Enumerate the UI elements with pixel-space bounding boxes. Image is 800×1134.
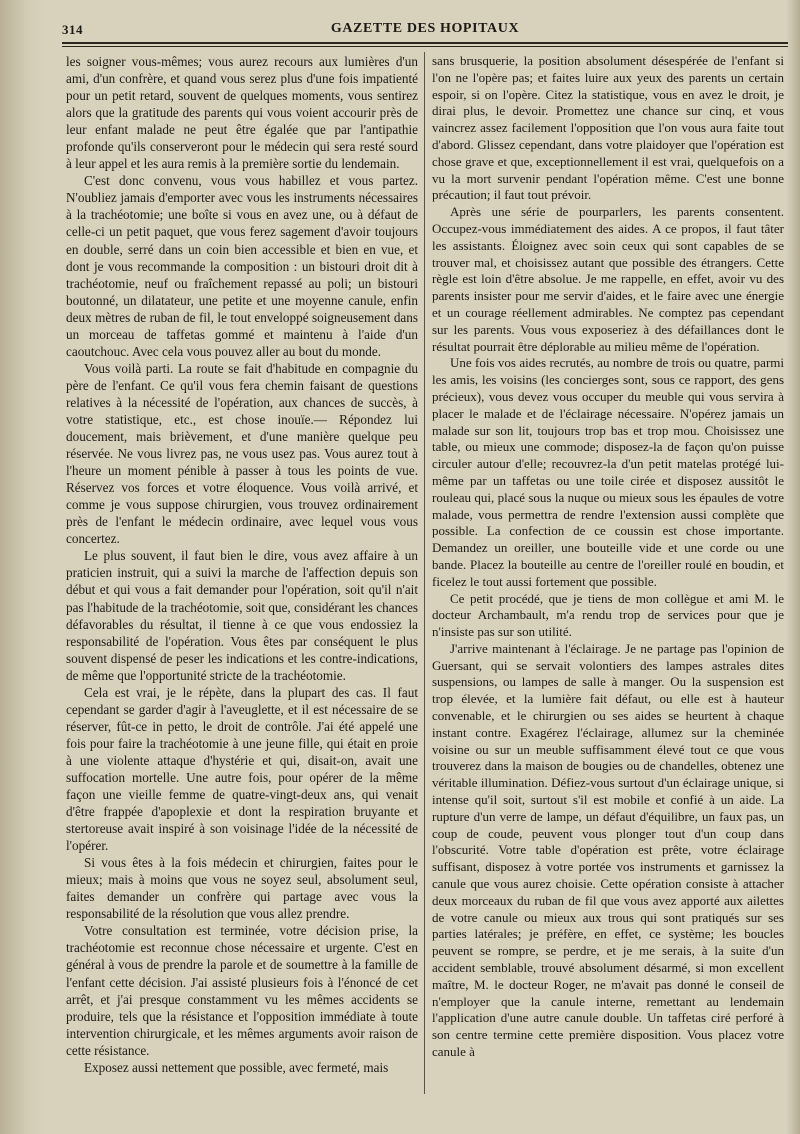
scan-binding-shadow (0, 0, 46, 1134)
paragraph: Votre consultation est terminée, votre décision prise, la trachéotomie est reconnue chose nécessaire et urgente. C'est en général à vous de prendre la parole et de soumettre à la famille de l'enfant cette décision. J'ai assisté plusieurs fois à l'énoncé de cet arrêt, et j'ai presque constamment vu les mêmes accidents se produire, tels que la résistance et l'opposition immédiate à toute intervention chirurgicale, et les mêmes arguments avoir raison de cette résistance. (66, 923, 418, 1058)
paragraph: Vous voilà parti. La route se fait d'habitude en compagnie du père de l'enfant. Ce qu'il vous fera chemin faisant de questions relatives à la nécessité de l'opération, aux chances de succès, à votre statistique, etc., est chose inouïe.— Répondez lui doucement, mais brièvement, et d'une manière quelque peu réservée. Ne vous livrez pas, ne vous usez pas. Vous aurez tout à l'heure un moment pénible à passer à tous les points de vue. Réservez vos forces et votre éloquence. Vous voilà arrivé, et comme je vous suppose chirurgien, vous trouvez ordinairement près de l'enfant le médecin ordinaire, avec lequel vous vous concertez. (66, 360, 418, 547)
paragraph: Exposez aussi nettement que possible, avec fermeté, mais (84, 1059, 389, 1075)
scan-edge-shadow (786, 0, 800, 1134)
left-column (66, 53, 418, 1076)
right-column (432, 53, 784, 1061)
paragraph: Cela est vrai, je le répète, dans la plupart des cas. Il faut cependant se garder d'agir à l'aveuglette, et il est nécessaire de se réserver, fût-ce in petto, le droit de contrôle. J'ai été appelé une fois pour faire la trachéotomie à une jeune fille, qui était en proie à une violente attaque d'hystérie et qui, disait-on, avait une suffocation mortelle. Une autre fois, pour opérer de la même façon une vieille femme de quatre-vingt-deux ans, qui venait d'être frappée d'apoplexie et dont la respiration bruyante et stertoreuse avait inspiré à son voisinage l'idée de la nécessité de l'opérer. (66, 684, 418, 854)
paragraph: Si vous êtes à la fois médecin et chirurgien, faites pour le mieux; mais à moins que vous ne soyez seul, absolument seul, faites demander un confrère qui partage avec vous la responsabilité de la résolution que vous allez prendre. (66, 855, 418, 922)
paragraph: Après une série de pourparlers, les parents consentent. Occupez-vous immédiatement des aides. A ce propos, il faut tâter les assistants. Éloignez avec soin ceux qui sont capables de se trouver mal, et choisissez autant que possible des étrangers. Cette règle est loin d'être absolue. Je me rappelle, en effet, avoir vu des parents insister pour me servir d'aides, et le faire avec une énergie et un courage réellement admirables. Ne comptez pas cependant sur les parents. Vous vous exposeriez à des défaillances dont le résultat pourrait être déplorable au milieu même de l'opération. (432, 204, 784, 354)
journal-title: GAZETTE DES HOPITAUX (330, 21, 520, 36)
header-rule-thick (62, 42, 788, 44)
paragraph: les soigner vous-mêmes; vous aurez recours aux lumières d'un ami, d'un confrère, et quand vous serez plus d'une fois impatienté pour un petit retard, souvent de quelques moments, vous sentirez alors que la gratitude des parents qui vous voient accourir près de leur enfant malade ne peut être égalée que par l'antipathie profonde qu'ils conserveront pour le médecin qui sera resté sourd à leur appel et les aura remis à la première sortie du lendemain. (66, 54, 418, 172)
page-number: 314 (62, 22, 83, 37)
paragraph: C'est donc convenu, vous vous habillez et vous partez. N'oubliez jamais d'emporter avec vous les instruments nécessaires à la trachéotomie; une boîte si vous en avez une, ou à défaut de celle-ci un petit paquet, que vous ferez sagement d'avoir toujours en double, serré dans un coin bien accessible et bien en vue, et dont je vous recommande la composition : un bistouri droit dit à trachéotomie, neuf ou fraîchement repassé au poli; un bistouri boutonné, un dilatateur, une petite et une moyenne canule, enfin deux mètres de ruban de fil, le tout enveloppé soigneusement dans un morceau de taffetas gommé et maintenu à l'aide d'un caoutchouc. Avec cela vous pouvez aller au bout du monde. (66, 173, 418, 359)
page-header (62, 18, 788, 40)
column-divider (424, 52, 425, 1094)
paragraph: sans brusquerie, la position absolument désespérée de l'enfant si l'on ne l'opère pas; et faites luire aux yeux des parents un certain espoir, si on l'opère. Citez la statistique, vous en avez le droit, je dirai plus, le devoir. Promettez une chance sur cinq, et vous vaincrez assez facilement l'opposition que l'on vous aura faite tout d'abord. Glissez cependant, dans votre plaidoyer que l'opération est chose grave et que, exceptionnellement il est vrai, quelquefois on a vu la mort survenir pendant l'opération même. C'est une bonne précaution; il faut tout prévoir. (432, 53, 784, 203)
paragraph: Une fois vos aides recrutés, au nombre de trois ou quatre, parmi les amis, les voisins (les concierges sont, sous ce rapport, des gens précieux), vous devez vous occuper du meuble qui vous servira à placer le malade et de l'éclairage nécessaire. N'opérez jamais un malade sur son lit, toujours trop bas et trop mou. Choisissez une table, ou mieux une commode; disposez-la de façon qu'on puisse circuler autour d'elle; recouvrez-la d'un petit matelas protégé lui-même par un taffetas ou une toile cirée et disposez aussitôt le rouleau qui, placé sous la nuque ou mieux sous les épaules de votre malade, vous permettra de rendre l'extension aussi complète que possible. La confection de ce coussin est chose importante. Demandez un oreiller, une bouteille vide et une corde ou une bande. Placez la bouteille au centre de l'oreiller roulé en boudin, et ficelez le tout aussi fortement que possible. (432, 355, 784, 589)
paragraph: J'arrive maintenant à l'éclairage. Je ne partage pas l'opinion de Guersant, qui se servait volontiers des lampes astrales dites suspensions, ou lampes de salle à manger. Ou la suspension est trop élevée, et la lumière fait défaut, ou elle est à hauteur convenable, et le chirurgien ou ses aides se heurtent à chaque instant contre. Exagérez l'éclairage, allumez sur la cheminée voisine ou sur un meuble suffisamment élevé tout ce que vous trouverez dans la maison de bougies ou de chandelles, obtenez une véritable illumination. Défiez-vous surtout d'un éclairage unique, si intense qu'il soit, surtout s'il est mobile et confié à un aide. La rupture d'un verre de lampe, un défaut d'équilibre, un faux pas, un coup de coude, peuvent vous plonger tout d'un coup dans l'obscurité. Votre table d'opération est prête, votre éclairage suffisant, disposez à votre portée vos instruments et garnissez la canule que vous aurez choisie. Cette opération consiste à attacher deux morceaux du ruban de fil que vous avez apporté aux ailettes de votre canule ou mieux aux trous qui sont pratiqués sur ses parties latérales; je préfère, en effet, ce système; les boucles peuvent se rompre, se perdre, et je me serais, à la suite d'un accident semblable, trouvé absolument désarmé, si mon excellent maître, M. le docteur Roger, ne m'avait pas donné le conseil de n'employer que la canule interne, remettant au lendemain l'application d'une autre canule double. Un taffetas ciré perforé à son centre termine cette première disposition. Vous placez votre canule à (432, 640, 784, 1060)
header-rule-thin (62, 46, 788, 47)
paragraph: Ce petit procédé, que je tiens de mon collègue et ami M. le docteur Archambault, m'a rendu trop de services pour que je n'insiste pas sur son utilité. (432, 590, 784, 640)
paragraph: Le plus souvent, il faut bien le dire, vous avez affaire à un praticien instruit, qui a suivi la marche de l'affection depuis son début et qui vous a fait demander pour l'opération, soit qu'il n'ait pas l'habitude de la trachéotomie, soit que, considérant les chances défavorables du résultat, il tienne à ce que vous endossiez la responsabilité de l'opération. Vous êtes par conséquent le plus souvent dispensé de peser les indications et les contre-indications, de même que l'opportunité stricte de la trachéotomie. (66, 548, 418, 683)
